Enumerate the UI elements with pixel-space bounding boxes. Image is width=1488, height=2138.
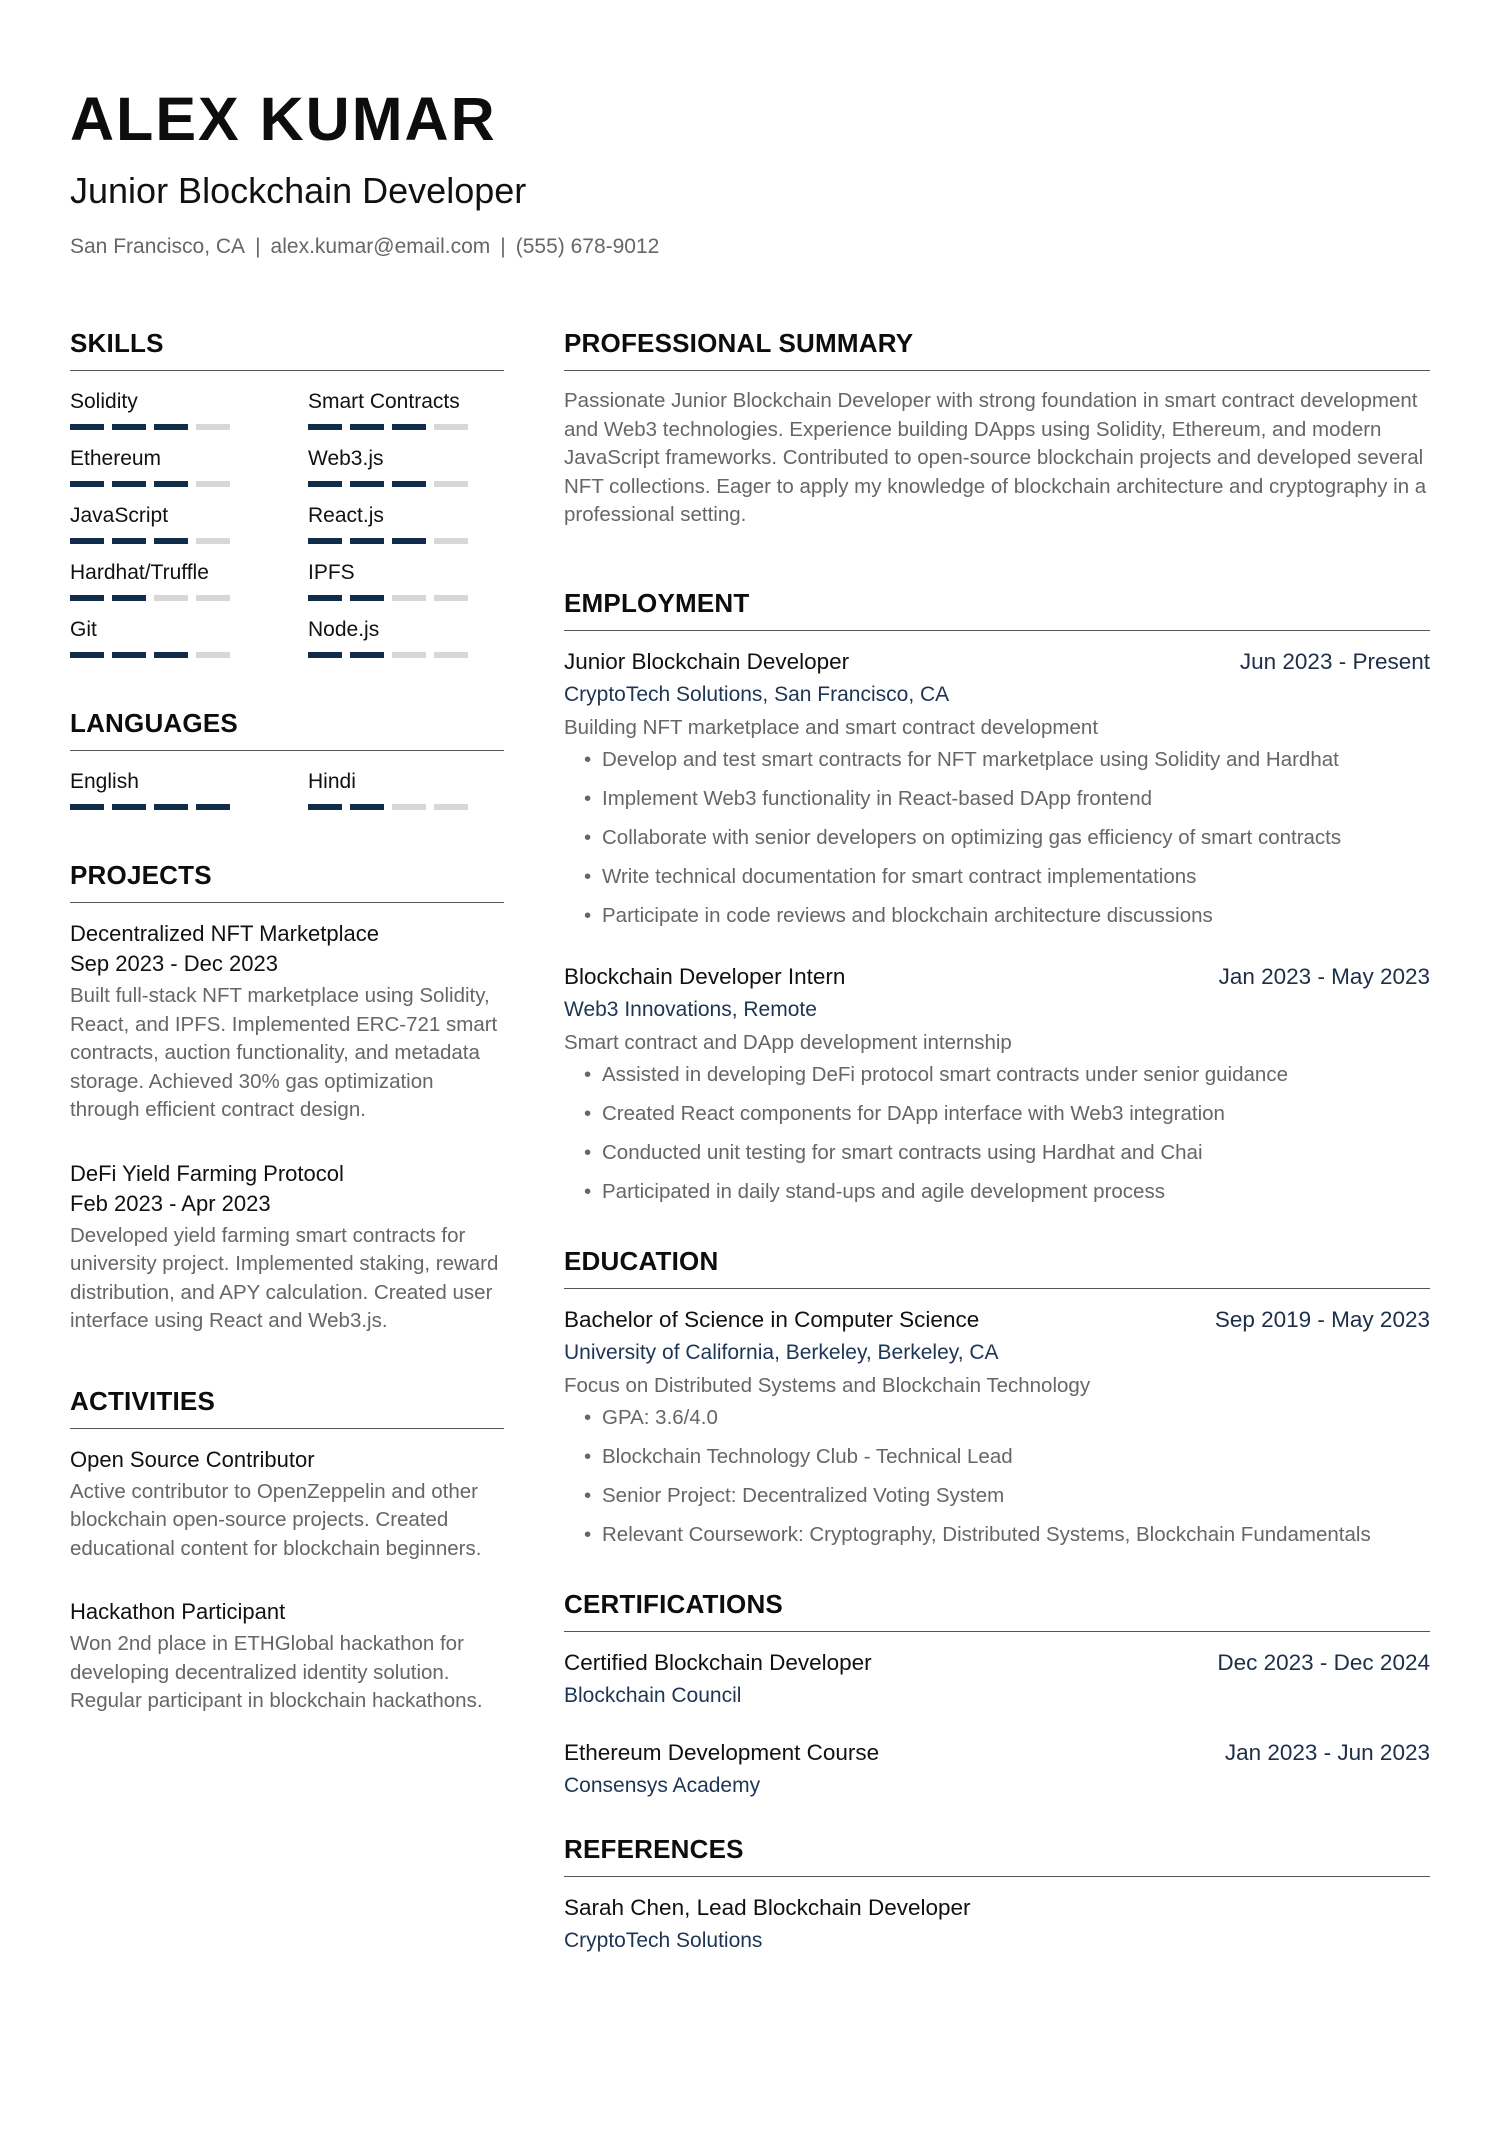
level-segment-filled: [308, 652, 342, 658]
skill-name: Node.js: [308, 618, 380, 641]
skill-level-bars: [308, 538, 504, 544]
certifications-heading: CERTIFICATIONS: [564, 1589, 1430, 1632]
language-name: Hindi: [308, 770, 356, 793]
skill-item: [308, 387, 504, 430]
activity-description: Active contributor to OpenZeppelin and other blockchain open-source projects. Created educational content for blockchain beginners.: [70, 1479, 482, 1560]
entry-header: [564, 962, 1430, 992]
languages-heading: LANGUAGES: [70, 708, 504, 751]
skill-item: [308, 558, 504, 601]
references-heading: REFERENCES: [564, 1834, 1430, 1877]
right-column: [564, 328, 1430, 2005]
skill-item: [70, 501, 308, 544]
level-segment-filled: [308, 804, 342, 810]
level-segment-filled: [70, 652, 104, 658]
bullet-item: • Relevant Coursework: Cryptography, Distributed Systems, Blockchain Fundamentals: [584, 1521, 1430, 1549]
level-segment-filled: [70, 538, 104, 544]
language-level-bars: [70, 804, 308, 810]
job-title: Junior Blockchain Developer: [70, 170, 527, 211]
skill-name: Hardhat/Truffle: [70, 561, 209, 584]
level-segment-filled: [350, 804, 384, 810]
level-segment-filled: [350, 595, 384, 601]
activities-heading: ACTIVITIES: [70, 1386, 504, 1429]
bullet-item: • Develop and test smart contracts for NFT marketplace using Solidity and Hardhat: [584, 746, 1430, 774]
level-segment-filled: [154, 804, 188, 810]
project-item: [70, 1159, 504, 1336]
employment-heading: EMPLOYMENT: [564, 588, 1430, 631]
activity-description: Won 2nd place in ETHGlobal hackathon for developing decentralized identity solution. Regular participant in blockchain hackathons.: [70, 1632, 483, 1712]
entry-date: Dec 2023 - Dec 2024: [1217, 1649, 1430, 1675]
contact-location: San Francisco, CA: [70, 235, 246, 258]
activity-item: [70, 1445, 504, 1564]
employment-entry: [564, 647, 1430, 930]
entry-header: [564, 1738, 1430, 1768]
level-segment-empty: [434, 652, 468, 658]
bullet-item: • Assisted in developing DeFi protocol smart contracts under senior guidance: [584, 1061, 1430, 1089]
contact-separator: |: [500, 235, 506, 258]
activity-item: [70, 1597, 504, 1716]
resume-columns: [70, 328, 1430, 2005]
employment-entry: [564, 962, 1430, 1206]
activities-section: [70, 1386, 504, 1716]
resume-header: [70, 84, 1418, 260]
contact-separator: |: [255, 235, 261, 258]
entry-organization: Web3 Innovations, Remote: [564, 997, 817, 1021]
level-segment-empty: [196, 595, 230, 601]
skills-section: [70, 328, 504, 658]
entry-date: Jan 2023 - May 2023: [1218, 963, 1430, 989]
bullet-item: • Collaborate with senior developers on optimizing gas efficiency of smart contracts: [584, 824, 1430, 852]
bullet-item: • Participated in daily stand-ups and agile development process: [584, 1178, 1430, 1206]
contact-email: alex.kumar@email.com: [270, 235, 491, 258]
reference-name: Sarah Chen, Lead Blockchain Developer: [564, 1894, 971, 1920]
skill-name: Ethereum: [70, 447, 162, 470]
skill-name: React.js: [308, 504, 384, 527]
skill-name: Solidity: [70, 390, 138, 413]
activity-title: Hackathon Participant: [70, 1599, 286, 1624]
skill-name: IPFS: [308, 561, 355, 584]
level-segment-filled: [350, 538, 384, 544]
level-segment-empty: [196, 652, 230, 658]
entry-subtitle: Building NFT marketplace and smart contract development: [564, 715, 1099, 739]
level-segment-filled: [112, 481, 146, 487]
level-segment-empty: [392, 595, 426, 601]
certification-entry: [564, 1648, 1430, 1710]
entry-subtitle: Focus on Distributed Systems and Blockchain Technology: [564, 1373, 1091, 1397]
reference-entry: [564, 1893, 1430, 1955]
entry-date: Jun 2023 - Present: [1239, 648, 1430, 674]
projects-section: [70, 860, 504, 1336]
certification-name: Ethereum Development Course: [564, 1739, 880, 1765]
project-description: Built full-stack NFT marketplace using Solidity, React, and IPFS. Implemented ERC-721 smart contracts, auction functionality, and metadata storage. Achieved 30% gas optimization through efficient contract design.: [70, 984, 498, 1121]
contact-line: [70, 234, 1418, 260]
reference-organization: CryptoTech Solutions: [564, 1928, 763, 1952]
level-segment-filled: [112, 424, 146, 430]
level-segment-filled: [70, 595, 104, 601]
skills-heading: SKILLS: [70, 328, 504, 371]
level-segment-filled: [154, 538, 188, 544]
level-segment-filled: [308, 595, 342, 601]
skill-name: Git: [70, 618, 97, 641]
skill-name: Smart Contracts: [308, 390, 460, 413]
level-segment-filled: [154, 424, 188, 430]
level-segment-filled: [154, 481, 188, 487]
entry-bullets: [564, 1061, 1430, 1206]
project-title: DeFi Yield Farming Protocol: [70, 1160, 344, 1186]
bullet-item: • Blockchain Technology Club - Technical Lead: [584, 1443, 1430, 1471]
level-segment-filled: [112, 652, 146, 658]
level-segment-empty: [434, 424, 468, 430]
level-segment-filled: [196, 804, 230, 810]
education-entry: [564, 1305, 1430, 1549]
skill-name: Web3.js: [308, 447, 384, 470]
entry-bullets: [564, 746, 1430, 930]
skill-item: [70, 615, 308, 658]
bullet-item: • Conducted unit testing for smart contracts using Hardhat and Chai: [584, 1139, 1430, 1167]
entry-role: Junior Blockchain Developer: [564, 648, 850, 674]
level-segment-filled: [70, 424, 104, 430]
certification-entry: [564, 1738, 1430, 1800]
level-segment-empty: [434, 595, 468, 601]
skills-grid: [70, 387, 504, 658]
level-segment-empty: [154, 595, 188, 601]
level-segment-filled: [350, 481, 384, 487]
skill-level-bars: [70, 595, 308, 601]
level-segment-filled: [112, 538, 146, 544]
languages-section: [70, 708, 504, 810]
skill-level-bars: [308, 595, 504, 601]
level-segment-filled: [70, 804, 104, 810]
level-segment-filled: [392, 481, 426, 487]
projects-heading: PROJECTS: [70, 860, 504, 903]
project-description: Developed yield farming smart contracts for university project. Implemented staking, reward distribution, and APY calculation. Created user interface using React and Web3.js.: [70, 1223, 499, 1332]
project-date: Feb 2023 - Apr 2023: [70, 1190, 271, 1216]
skill-name: JavaScript: [70, 504, 169, 527]
language-item: [308, 767, 504, 810]
references-section: [564, 1834, 1430, 1955]
bullet-item: • Senior Project: Decentralized Voting System: [584, 1482, 1430, 1510]
entry-date: Jan 2023 - Jun 2023: [1224, 1739, 1430, 1765]
summary-text: Passionate Junior Blockchain Developer with strong foundation in smart contract development and Web3 technologies. Experience building DApps using Solidity, Ethereum, and modern JavaScript frameworks. Contributed to open-source blockchain projects and developed several NFT collections. Eager to apply my knowledge of blockchain architecture and cryptography in a professional setting.: [564, 389, 1427, 526]
summary-section: [564, 328, 1430, 530]
summary-heading: PROFESSIONAL SUMMARY: [564, 328, 1430, 371]
level-segment-empty: [196, 481, 230, 487]
bullet-item: • Write technical documentation for smart contract implementations: [584, 863, 1430, 891]
skill-level-bars: [70, 481, 308, 487]
candidate-name: ALEX KUMAR: [70, 85, 497, 153]
languages-grid: [70, 767, 504, 810]
entry-header: [564, 647, 1430, 677]
skill-level-bars: [70, 424, 308, 430]
left-column: [70, 328, 504, 2005]
skill-level-bars: [70, 652, 308, 658]
entry-date: Sep 2019 - May 2023: [1214, 1306, 1430, 1332]
entry-school: University of California, Berkeley, Berkeley, CA: [564, 1340, 999, 1364]
bullet-item: • GPA: 3.6/4.0: [584, 1404, 1430, 1432]
level-segment-filled: [308, 481, 342, 487]
bullet-item: • Implement Web3 functionality in React-based DApp frontend: [584, 785, 1430, 813]
entry-header: [564, 1305, 1430, 1335]
skill-item: [308, 444, 504, 487]
language-name: English: [70, 770, 139, 793]
level-segment-filled: [350, 652, 384, 658]
bullet-item: • Created React components for DApp interface with Web3 integration: [584, 1100, 1430, 1128]
entry-header: [564, 1648, 1430, 1678]
skill-item: [70, 387, 308, 430]
employment-section: [564, 588, 1430, 1206]
bullet-item: • Participate in code reviews and blockchain architecture discussions: [584, 902, 1430, 930]
education-section: [564, 1246, 1430, 1549]
level-segment-empty: [392, 804, 426, 810]
level-segment-empty: [434, 538, 468, 544]
certification-issuer: Blockchain Council: [564, 1683, 742, 1707]
level-segment-filled: [350, 424, 384, 430]
skill-item: [308, 615, 504, 658]
level-segment-filled: [308, 538, 342, 544]
contact-phone: (555) 678-9012: [515, 235, 660, 258]
project-title: Decentralized NFT Marketplace: [70, 921, 379, 946]
level-segment-filled: [112, 595, 146, 601]
skill-level-bars: [308, 652, 504, 658]
level-segment-filled: [70, 481, 104, 487]
certifications-section: [564, 1589, 1430, 1800]
level-segment-filled: [112, 804, 146, 810]
certification-name: Certified Blockchain Developer: [564, 1649, 872, 1675]
entry-role: Blockchain Developer Intern: [564, 963, 846, 989]
skill-item: [70, 558, 308, 601]
entry-degree: Bachelor of Science in Computer Science: [564, 1306, 980, 1332]
level-segment-filled: [308, 424, 342, 430]
level-segment-empty: [434, 481, 468, 487]
level-segment-empty: [196, 424, 230, 430]
level-segment-filled: [392, 424, 426, 430]
project-date: Sep 2023 - Dec 2023: [70, 951, 278, 976]
level-segment-empty: [434, 804, 468, 810]
language-level-bars: [308, 804, 504, 810]
level-segment-filled: [154, 652, 188, 658]
language-item: [70, 767, 308, 810]
skill-level-bars: [70, 538, 308, 544]
education-heading: EDUCATION: [564, 1246, 1430, 1289]
project-item: [70, 919, 504, 1125]
level-segment-empty: [392, 652, 426, 658]
skill-item: [308, 501, 504, 544]
entry-subtitle: Smart contract and DApp development internship: [564, 1030, 1012, 1054]
level-segment-filled: [392, 538, 426, 544]
skill-level-bars: [308, 481, 504, 487]
level-segment-empty: [196, 538, 230, 544]
entry-bullets: [564, 1404, 1430, 1549]
skill-level-bars: [308, 424, 504, 430]
activity-title: Open Source Contributor: [70, 1446, 315, 1472]
skill-item: [70, 444, 308, 487]
entry-organization: CryptoTech Solutions, San Francisco, CA: [564, 682, 950, 706]
certification-issuer: Consensys Academy: [564, 1773, 761, 1797]
